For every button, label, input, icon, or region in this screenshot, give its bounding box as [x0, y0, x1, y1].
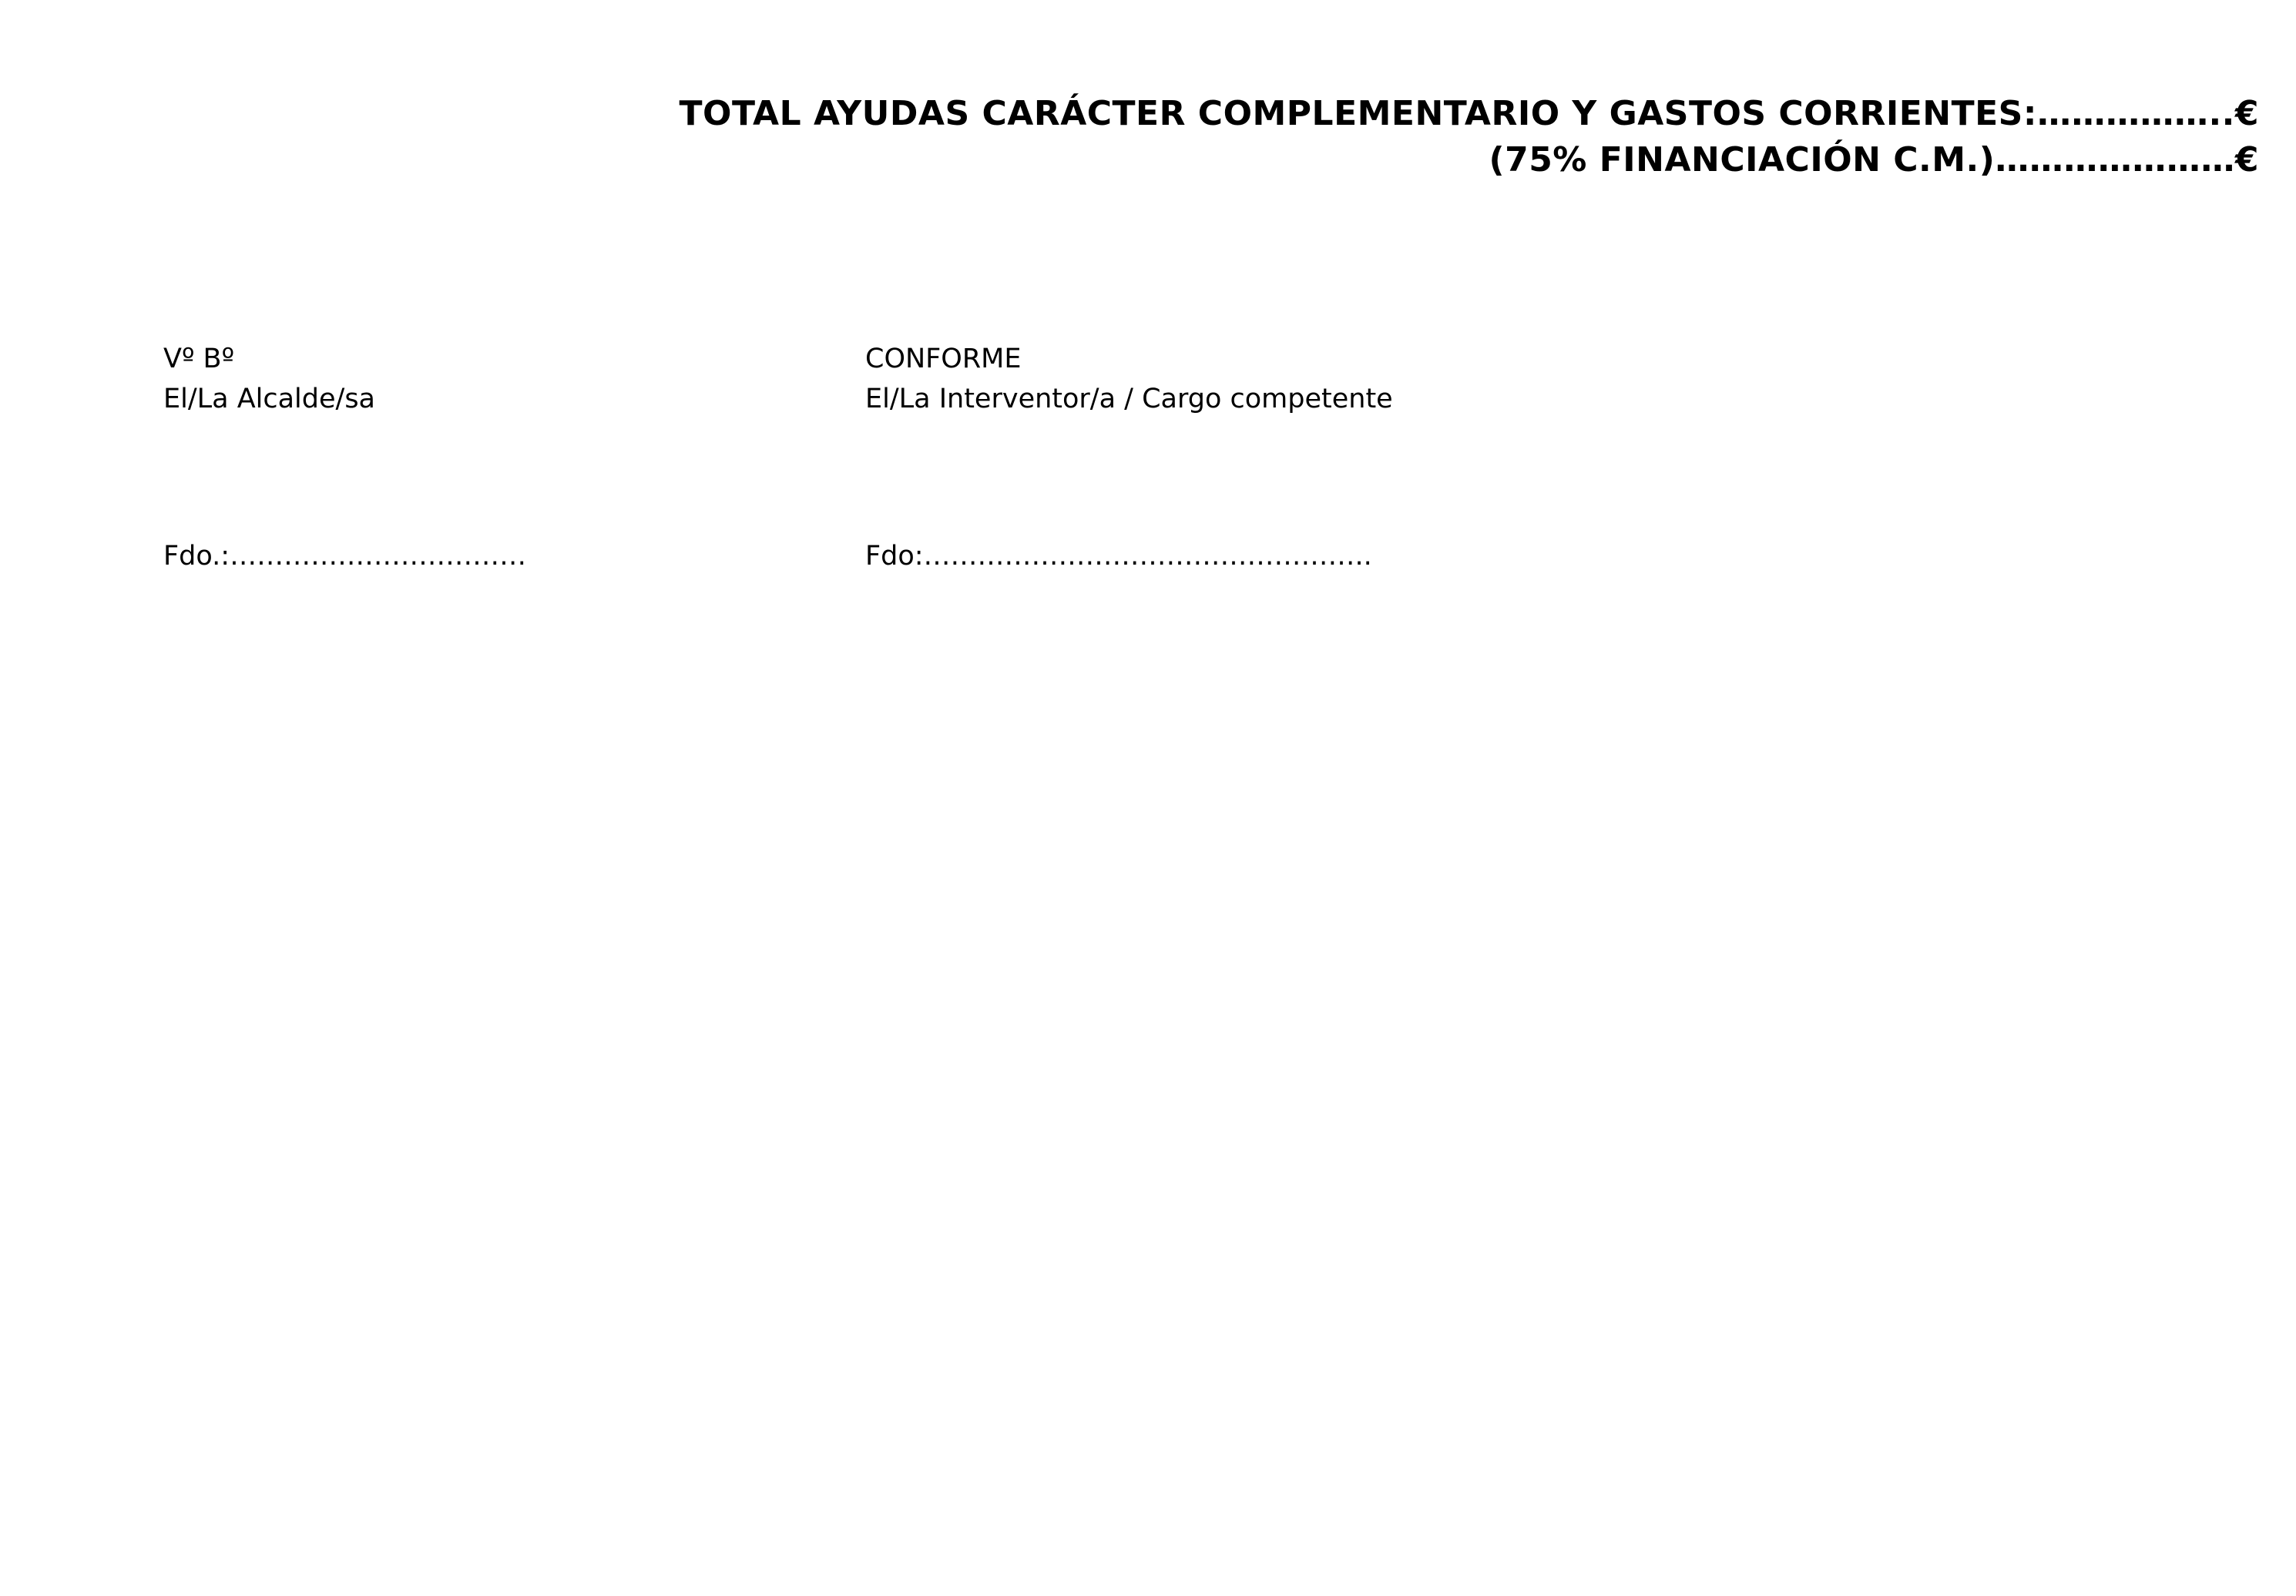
total-aid-line: TOTAL AYUDAS CARÁCTER COMPLEMENTARIO Y GASTOS CORRIENTES:……………..€ [679, 94, 2259, 133]
interventor-signature-line: Fdo:………………………………………….. [865, 541, 1372, 572]
mayor-approval-block [163, 339, 375, 419]
interventor-role-label: El/La Interventor/a / Cargo competente [865, 384, 1393, 414]
mayor-role-label: El/La Alcalde/sa [163, 384, 376, 414]
mayor-signature-line: Fdo.:…………………………… [163, 541, 527, 572]
interventor-approval-block [865, 339, 1393, 419]
financing-line: (75% FINANCIACIÓN C.M.)…………………€ [1489, 140, 2259, 179]
interventor-approval-label: CONFORME [865, 344, 1022, 374]
mayor-approval-label: Vº Bº [163, 344, 235, 374]
totals-block [564, 91, 2259, 183]
